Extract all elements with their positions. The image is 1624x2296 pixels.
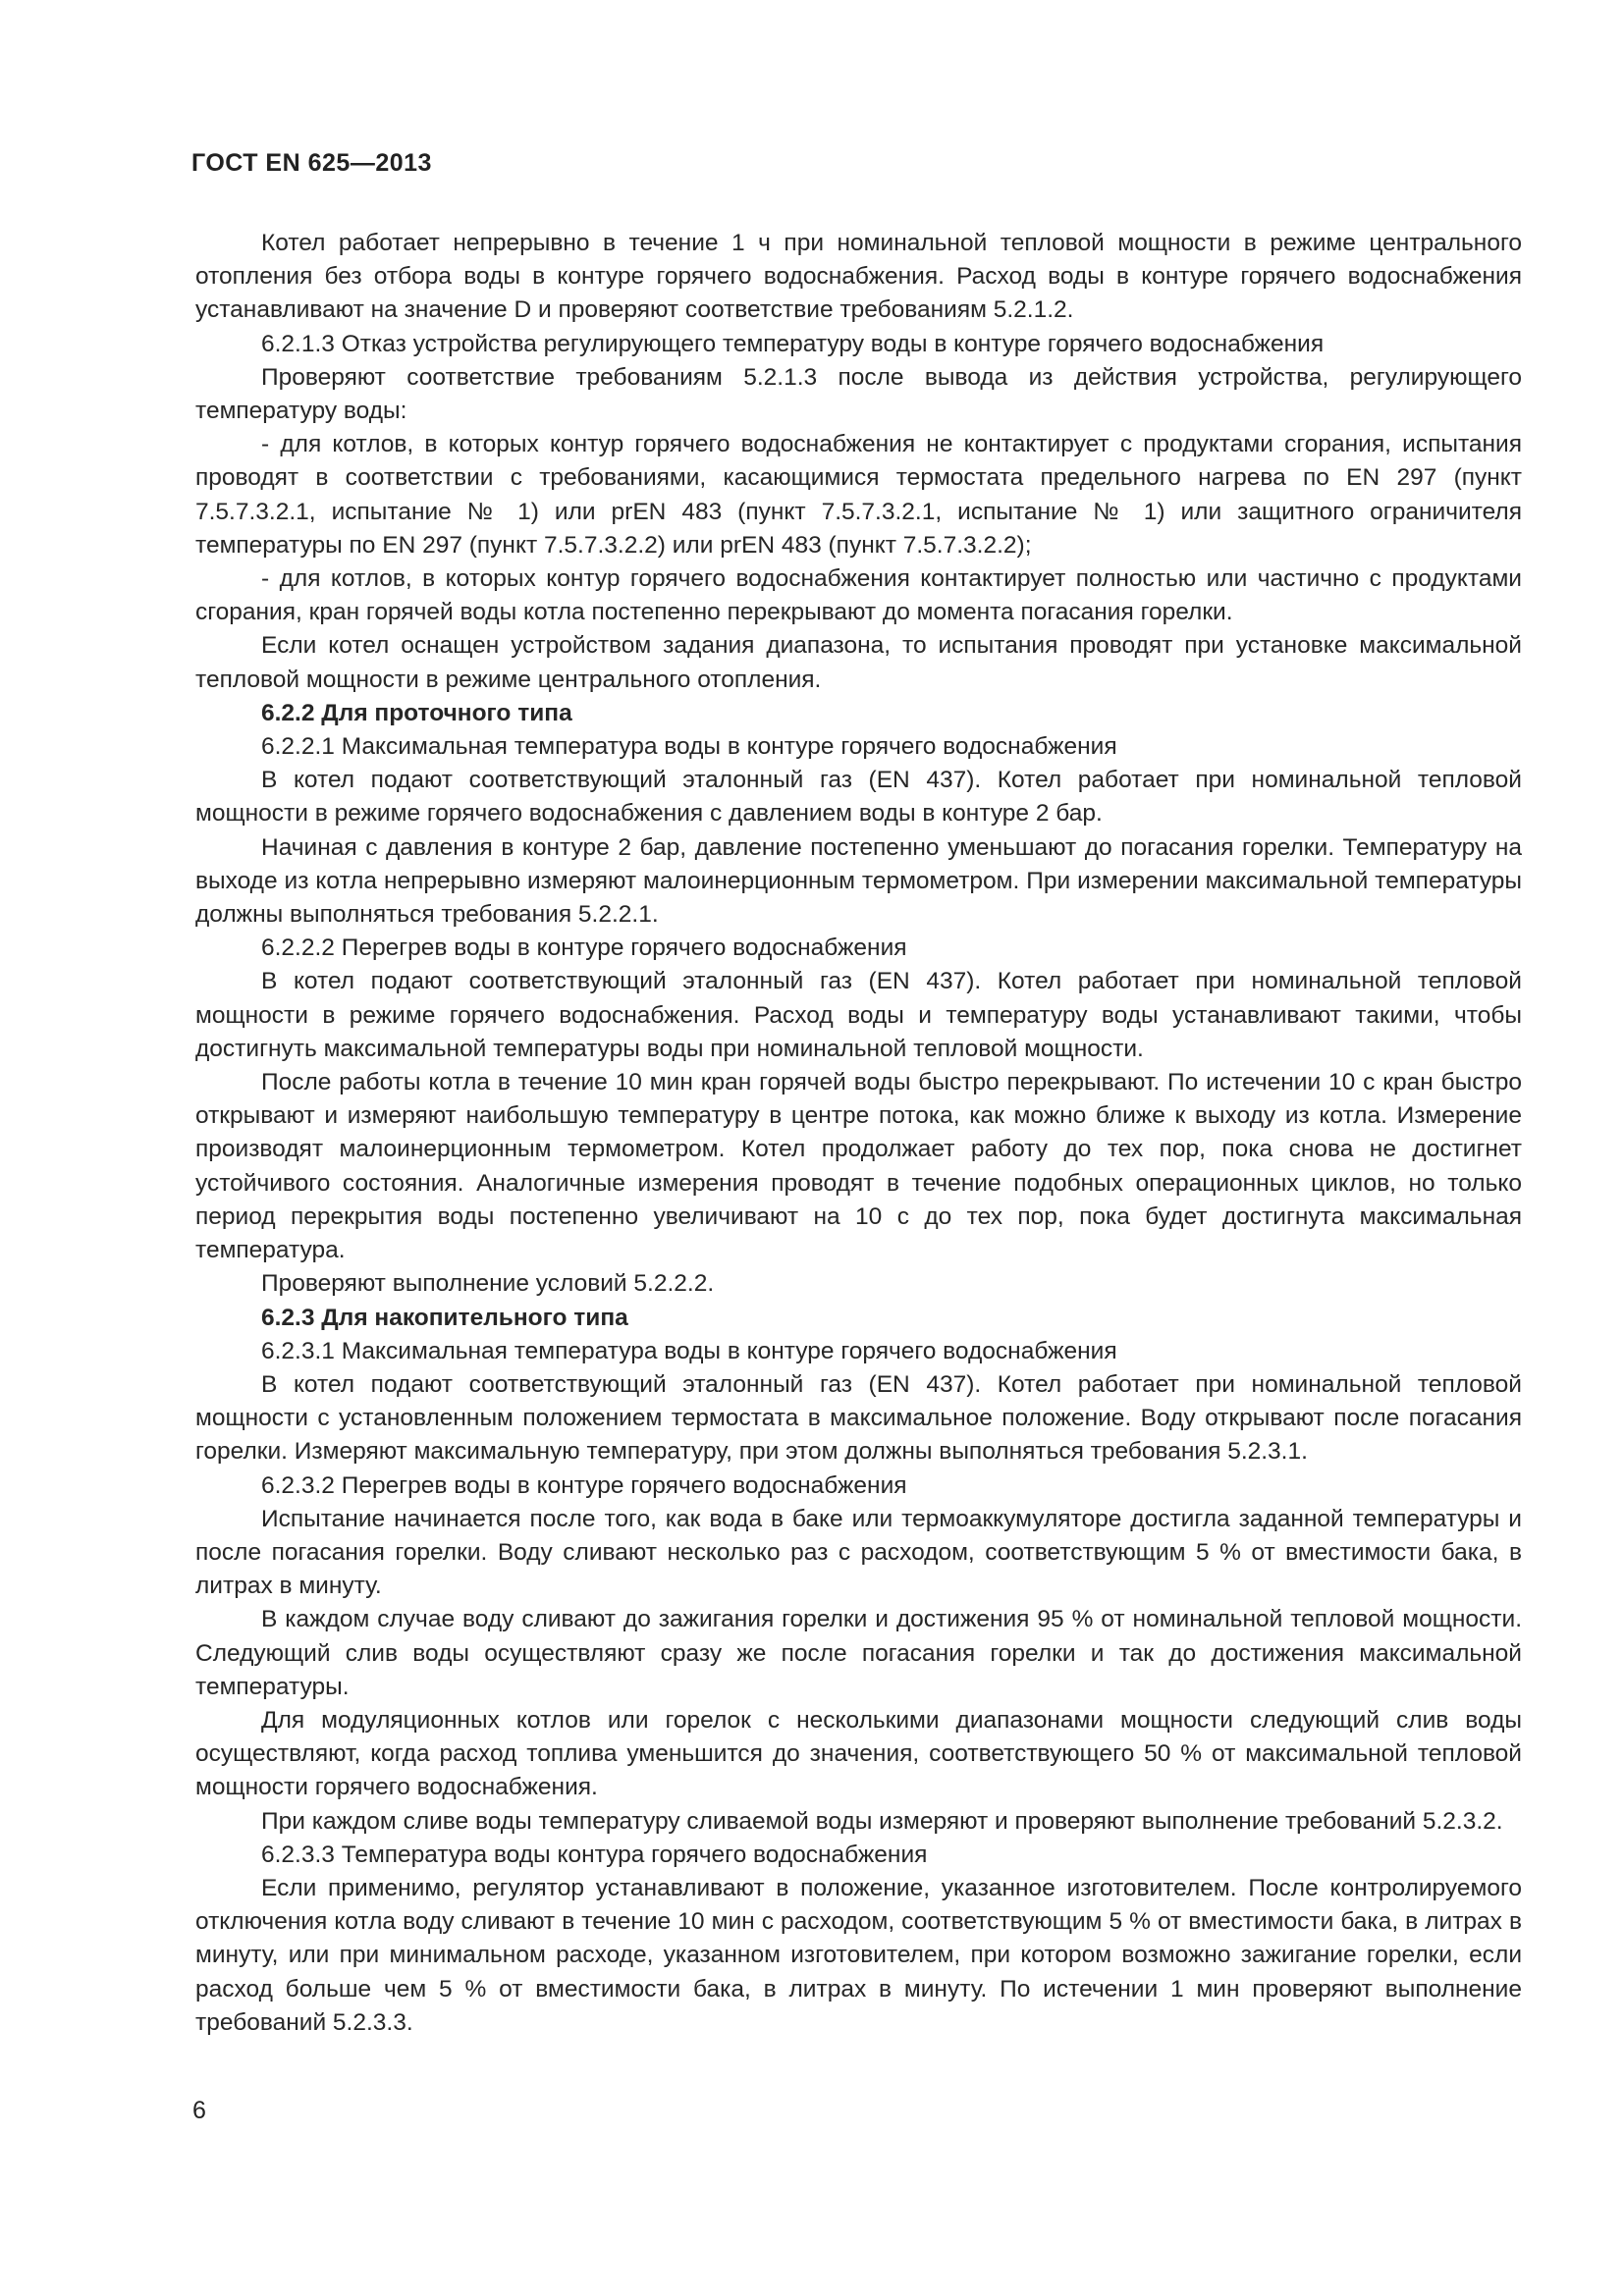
document-body — [195, 227, 1522, 2040]
paragraph: 6.2.3.3 Температура воды контура горячего водоснабжения — [261, 1841, 928, 1868]
section-heading: 6.2.3 Для накопительного типа — [261, 1304, 628, 1331]
paragraph: При каждом сливе воды температуру сливаемой воды измеряют и проверяют выполнение требований 5.2.3.2. — [261, 1807, 1503, 1835]
paragraph: Если применимо, регулятор устанавливают в положение, указанное изготовителем. После контролируемого отключения котла воду сливают в течение 10 мин с расходом, соответствующим 5 % от вместимости бака, в литрах в минуту, или при минимальном расходе, указанном изготовителем, при котором возможно зажигание горелки, если расход больше чем 5 % от вместимости бака, в литрах в минуту. По истечении 1 мин проверяют выполнение требований 5.2.3.3. — [195, 1874, 1522, 2036]
paragraph: Проверяют выполнение условий 5.2.2.2. — [261, 1270, 715, 1298]
paragraph: После работы котла в течение 10 мин кран горячей воды быстро перекрывают. По истечении 10 с кран быстро открывают и измеряют наибольшую температуру в центре потока, как можно ближе к выходу из котла. Измерение производят малоинерционным термометром. Котел продолжает работу до тех пор, пока снова не достигнет устойчивого состояния. Аналогичные измерения проводят в течение подобных операционных циклов, но только период перекрытия воды постепенно увеличивают на 10 с до тех пор, пока будет достигнута максимальная температура. — [195, 1069, 1522, 1264]
section-heading: 6.2.2 Для проточного типа — [261, 699, 572, 726]
paragraph: 6.2.3.1 Максимальная температура воды в контуре горячего водоснабжения — [261, 1337, 1117, 1364]
paragraph: 6.2.2.1 Максимальная температура воды в контуре горячего водоснабжения — [261, 733, 1117, 761]
paragraph: Проверяют соответствие требованиям 5.2.1.3 после вывода из действия устройства, регулирующего температуру воды: — [195, 363, 1522, 425]
paragraph: 6.2.3.2 Перегрев воды в контуре горячего водоснабжения — [261, 1471, 907, 1499]
document-header: ГОСТ EN 625—2013 — [191, 149, 432, 177]
paragraph: В котел подают соответствующий эталонный газ (EN 437). Котел работает при номинальной тепловой мощности в режиме горячего водоснабжения с давлением воды в контуре 2 бар. — [195, 767, 1522, 828]
paragraph: В каждом случае воду сливают до зажигания горелки и достижения 95 % от номинальной тепловой мощности. Следующий слив воды осуществляют сразу же после погасания горелки и так до достижения максимальной температуры. — [195, 1606, 1522, 1700]
paragraph: Если котел оснащен устройством задания диапазона, то испытания проводят при установке максимальной тепловой мощности в режиме центрального отопления. — [195, 632, 1522, 693]
paragraph: В котел подают соответствующий эталонный газ (EN 437). Котел работает при номинальной тепловой мощности в режиме горячего водоснабжения. Расход воды и температуру воды устанавливают такими, чтобы достигнуть максимальной температуры воды при номинальной тепловой мощности. — [195, 968, 1522, 1062]
paragraph: Испытание начинается после того, как вода в баке или термоаккумуляторе достигла заданной температуры и после погасания горелки. Воду сливают несколько раз с расходом, соответствующим 5 % от вместимости бака, в литрах в минуту. — [195, 1505, 1522, 1600]
paragraph: Котел работает непрерывно в течение 1 ч при номинальной тепловой мощности в режиме центрального отопления без отбора воды в контуре горячего водоснабжения. Расход воды в контуре горячего водоснабжения устанавливают на значение D и проверяют соответствие требованиям 5.2.1.2. — [195, 230, 1522, 324]
paragraph: Начиная с давления в контуре 2 бар, давление постепенно уменьшают до погасания горелки. Температуру на выходе из котла непрерывно измеряют малоинерционным термометром. При измерении максимальной температуры должны выполняться требования 5.2.2.1. — [195, 833, 1522, 929]
paragraph: - для котлов, в которых контур горячего водоснабжения не контактирует с продуктами сгорания, испытания проводят в соответствии с требованиями, касающимися термостата предельного нагрева по EN 297 (пункт 7.5.7.3.2.1, испытание № 1) или prEN 483 (пункт 7.5.7.3.2.1, испытание № 1) или защитного ограничителя температуры по EN 297 (пункт 7.5.7.3.2.2) или prEN 483 (пункт 7.5.7.3.2.2); — [195, 431, 1522, 559]
paragraph: - для котлов, в которых контур горячего водоснабжения контактирует полностью или частично с продуктами сгорания, кран горячей воды котла постепенно перекрывают до момента погасания горелки. — [195, 565, 1522, 626]
page-number: 6 — [192, 2097, 206, 2124]
paragraph: В котел подают соответствующий эталонный газ (EN 437). Котел работает при номинальной тепловой мощности с установленным положением термостата в максимальное положение. Воду открывают после погасания горелки. Измеряют максимальную температуру, при этом должны выполняться требования 5.2.3.1. — [195, 1370, 1522, 1466]
paragraph: 6.2.2.2 Перегрев воды в контуре горячего водоснабжения — [261, 934, 907, 962]
paragraph: Для модуляционных котлов или горелок с несколькими диапазонами мощности следующий слив воды осуществляют, когда расход топлива уменьшится до значения, соответствующего 50 % от максимальной тепловой мощности горячего водоснабжения. — [195, 1706, 1522, 1801]
paragraph: 6.2.1.3 Отказ устройства регулирующего температуру воды в контуре горячего водоснабжения — [261, 330, 1325, 357]
